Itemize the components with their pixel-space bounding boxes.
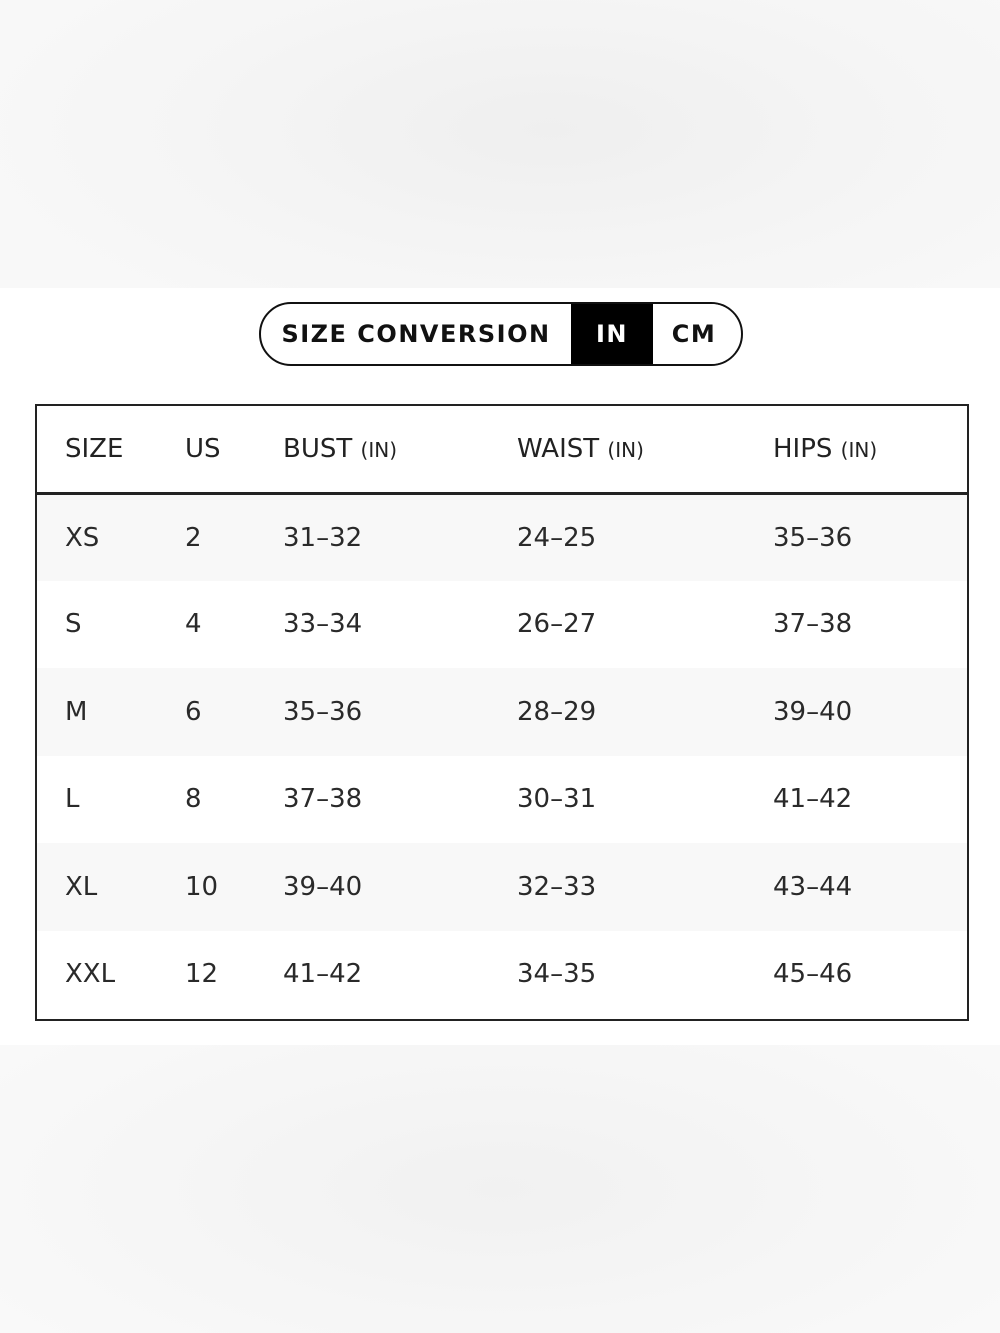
cell-hips: 39–40 [773, 696, 853, 727]
header-size [37, 406, 185, 493]
table-row [37, 668, 967, 756]
cell-bust: 35–36 [283, 696, 363, 727]
cell-size: S [65, 609, 82, 640]
cell-us: 6 [185, 696, 202, 727]
header-size-label: SIZE [65, 433, 124, 464]
cell-us: 10 [185, 871, 219, 902]
table-row [37, 581, 967, 669]
top-background-band [0, 0, 1000, 288]
cell-us: 2 [185, 522, 202, 553]
bottom-background-band [0, 1045, 1000, 1333]
size-conversion-title: SIZE CONVERSION [281, 320, 551, 348]
cell-hips: 35–36 [773, 522, 853, 553]
unit-option-in[interactable]: IN [571, 304, 653, 364]
cell-waist: 28–29 [517, 696, 597, 727]
cell-bust: 37–38 [283, 784, 363, 815]
table-row [37, 931, 967, 1019]
cell-waist: 24–25 [517, 522, 597, 553]
header-bust-unit: (IN) [360, 437, 397, 462]
cell-hips: 37–38 [773, 609, 853, 640]
cell-size: M [65, 696, 88, 727]
header-bust-label: BUST [283, 433, 353, 464]
cell-bust: 33–34 [283, 609, 363, 640]
header-bust [283, 406, 517, 493]
header-hips-unit: (IN) [840, 437, 878, 462]
cell-waist: 34–35 [517, 959, 597, 990]
table-row [37, 756, 967, 844]
table-row [37, 843, 967, 931]
cell-hips: 45–46 [773, 959, 853, 990]
header-waist-unit: (IN) [607, 437, 644, 462]
table-row [37, 493, 967, 581]
cell-us: 12 [185, 959, 219, 990]
cell-bust: 39–40 [283, 871, 363, 902]
header-us [185, 406, 283, 493]
table-header-row [37, 406, 967, 493]
cell-waist: 30–31 [517, 784, 597, 815]
cell-waist: 32–33 [517, 871, 597, 902]
header-hips-label: HIPS [773, 433, 833, 464]
cell-size: L [65, 784, 80, 815]
cell-us: 4 [185, 609, 202, 640]
cell-us: 8 [185, 784, 202, 815]
header-hips [773, 406, 967, 493]
unit-option-cm[interactable]: CM [653, 304, 735, 364]
header-waist-label: WAIST [517, 433, 600, 464]
cell-waist: 26–27 [517, 609, 597, 640]
cell-size: XXL [65, 959, 116, 990]
size-conversion-toggle [259, 302, 743, 366]
cell-hips: 43–44 [773, 871, 853, 902]
size-chart-table [35, 404, 969, 1021]
cell-hips: 41–42 [773, 784, 853, 815]
header-waist [517, 406, 773, 493]
cell-size: XS [65, 522, 100, 553]
header-us-label: US [185, 433, 221, 464]
cell-size: XL [65, 871, 98, 902]
cell-bust: 41–42 [283, 959, 363, 990]
cell-bust: 31–32 [283, 522, 363, 553]
